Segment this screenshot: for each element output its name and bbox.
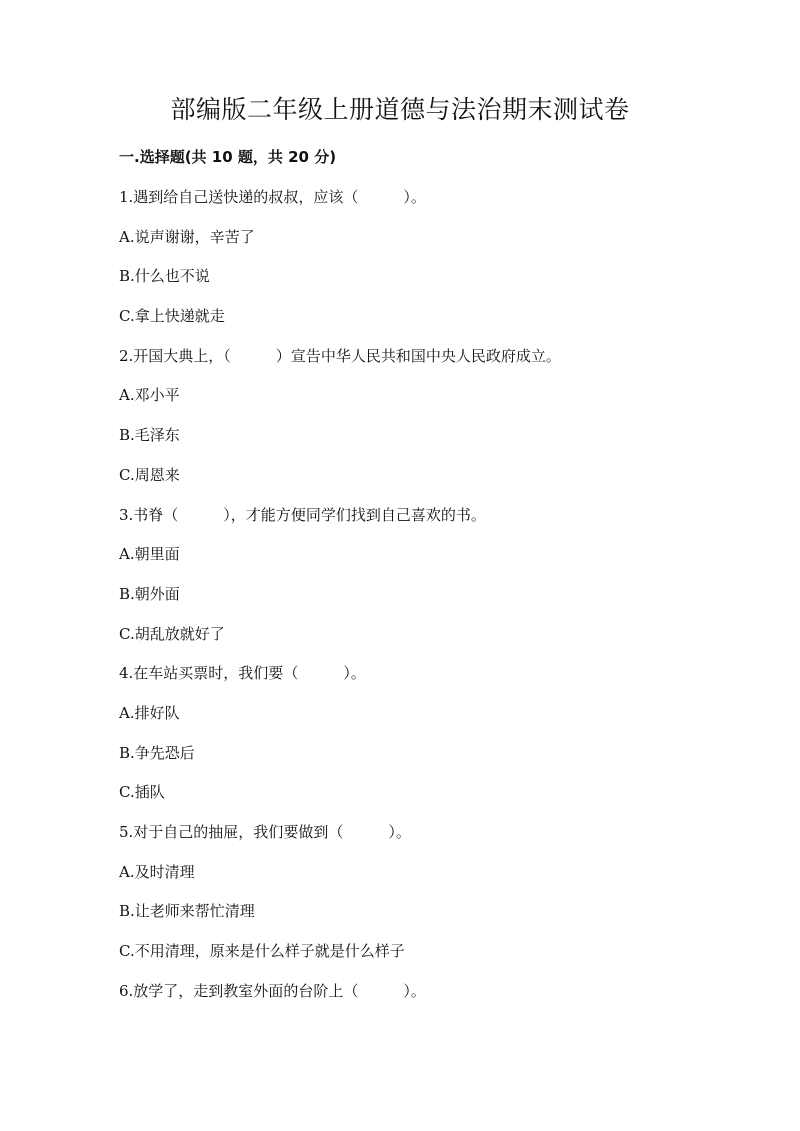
question-3-option-c: C.胡乱放就好了 <box>119 624 225 643</box>
question-2-option-a: A.邓小平 <box>119 386 180 405</box>
question-2-option-b: B.毛泽东 <box>119 426 180 445</box>
question-1-option-c: C.拿上快递就走 <box>119 307 225 326</box>
question-5-stem: 5.对于自己的抽屉，我们要做到（ ）。 <box>119 823 411 841</box>
question-4-stem: 4.在车站买票时，我们要（ ）。 <box>119 664 366 683</box>
question-2-option-c: C.周恩来 <box>119 465 180 484</box>
question-5-option-b: B.让老师来帮忙清理 <box>119 902 255 921</box>
question-6-stem: 6.放学了，走到教室外面的台阶上（ ）。 <box>119 981 426 1000</box>
section-heading: 一.选择题(共 10 题，共 20 分) <box>119 148 337 166</box>
question-5-option-c: C.不用清理，原来是什么样子就是什么样子 <box>119 942 405 961</box>
question-4-option-c: C.插队 <box>119 783 165 802</box>
question-4-option-a: A.排好队 <box>119 703 180 722</box>
question-1-option-b: B.什么也不说 <box>119 267 210 286</box>
document-title: 部编版二年级上册道德与法治期末测试卷 <box>170 95 630 124</box>
question-4-option-b: B.争先恐后 <box>119 743 195 762</box>
question-1-stem: 1.遇到给自己送快递的叔叔，应该（ ）。 <box>119 188 426 206</box>
question-3-stem: 3.书脊（ ），才能方便同学们找到自己喜欢的书。 <box>119 505 486 524</box>
question-list <box>119 185 739 1018</box>
question-3-option-b: B.朝外面 <box>119 584 180 603</box>
question-3-option-a: A.朝里面 <box>119 545 180 564</box>
question-1-option-a: A.说声谢谢，辛苦了 <box>119 227 255 246</box>
question-5-option-a: A.及时清理 <box>119 862 195 881</box>
question-2-stem: 2.开国大典上，（ ）宣告中华人民共和国中央人民政府成立。 <box>119 346 561 365</box>
